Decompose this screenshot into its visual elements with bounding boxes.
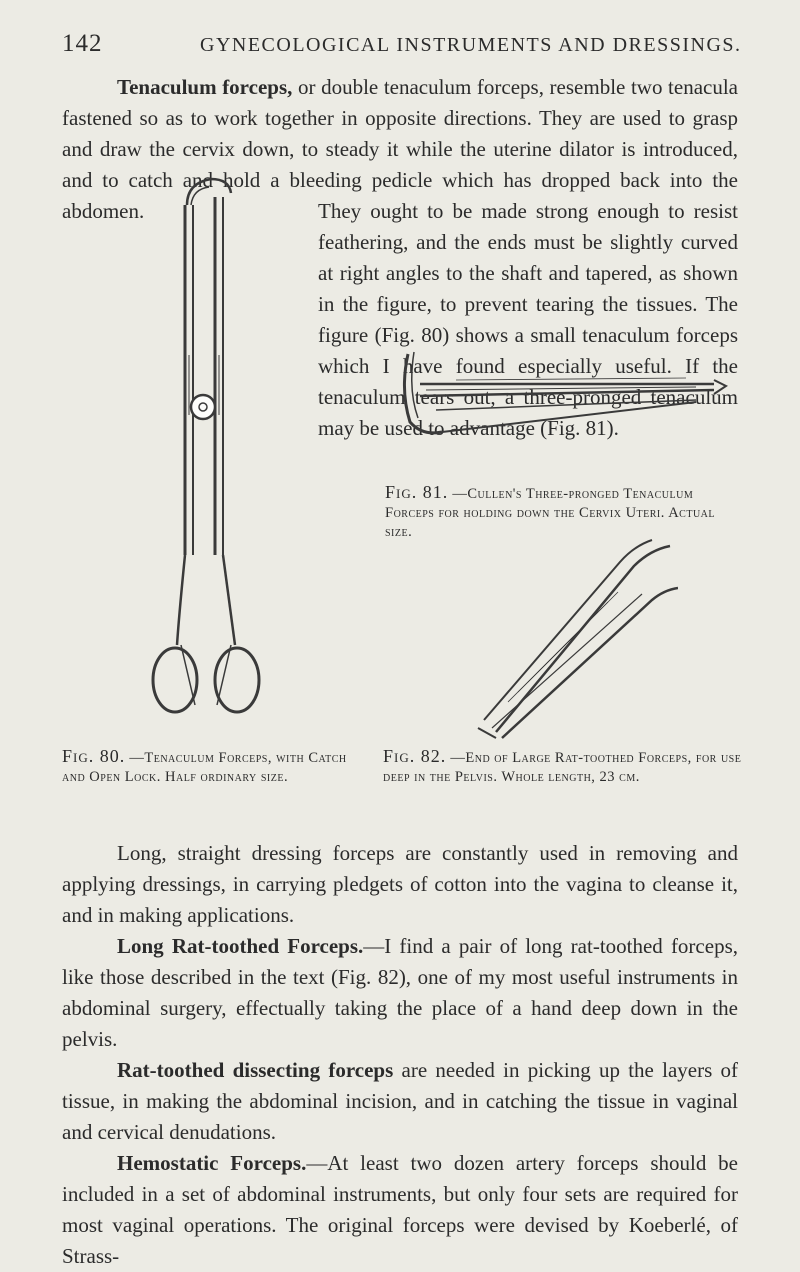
intro-lead: Tenaculum forceps, [117,75,293,99]
paragraph-rat-toothed-forceps: Long Rat-toothed Forceps.—I find a pair of long rat-toothed forceps, like those described in the text (Fig. 82), one of my most useful instruments in abdominal surgery, effectually taking the place of a hand deep down in the pelvis. [62,934,738,1051]
paragraph-dissecting-forceps: Rat-toothed dissecting forceps are needed in picking up the layers of tissue, in making the abdominal incision, and in catching the tissue in vaginal and cervical denudations. [62,1058,738,1144]
fig80-caption [62,747,362,787]
running-title: GYNECOLOGICAL INSTRUMENTS AND DRESSINGS. [200,34,742,56]
page-number: 142 [62,30,103,57]
fig81-three-pronged-tenaculum-illustration [396,340,736,440]
paragraph-hemostatic-forceps: Hemostatic Forceps.—At least two dozen artery forceps should be included in a set of abdominal instruments, but only four sets are required for most vaginal operations. The original forceps were devised by Koeberlé, of Strass- [62,1151,738,1268]
intro-continued: They ought to be made strong enough to resist feathering, and the ends must be slightly curved at right angles to the shaft and tapered, as shown in the figure, to prevent tearing the tissues. The figure (Fig. 80) shows a small tenaculum forceps which I have found especially useful. If the tenaculum tears out, a three-pronged tenaculum may be used to advantage (Fig. 81). [318,199,738,440]
fig82-label: Fig. 82. [383,746,447,766]
fig82-caption [383,747,745,787]
body-text [62,838,738,1272]
intro-text: or double tenaculum forceps, resemble two tenacula fastened so as to work together in opposite directions. They are used to grasp and draw the cervix down, to steady it while the uterine dilator is introduced, and to catch and hold a bleeding pedicle which has dropped back into the abdomen. [62,75,738,223]
fig80-caption-text: —Tenaculum Forceps, with Catch and Open Lock. Half ordinary size. [62,750,347,785]
fig81-caption-text: —Cullen's Three-pronged Tenaculum Forceps for holding down the Cervix Uteri. Actual size. [385,486,716,540]
fig82-caption-text: —End of Large Rat-toothed Forceps, for use deep in the Pelvis. Whole length, 23 cm. [383,750,742,785]
paragraph-dressing-forceps: Long, straight dressing forceps are constantly used in removing and applying dressings, in carrying pledgets of cotton into the vagina to cleanse it, and in making applications. [62,841,738,927]
fig80-tenaculum-forceps-illustration [145,175,285,730]
fig82-rat-toothed-forceps-illustration [438,532,678,742]
fig81-label: Fig. 81. [385,482,449,502]
fig80-label: Fig. 80. [62,746,126,766]
page-header [62,30,762,60]
